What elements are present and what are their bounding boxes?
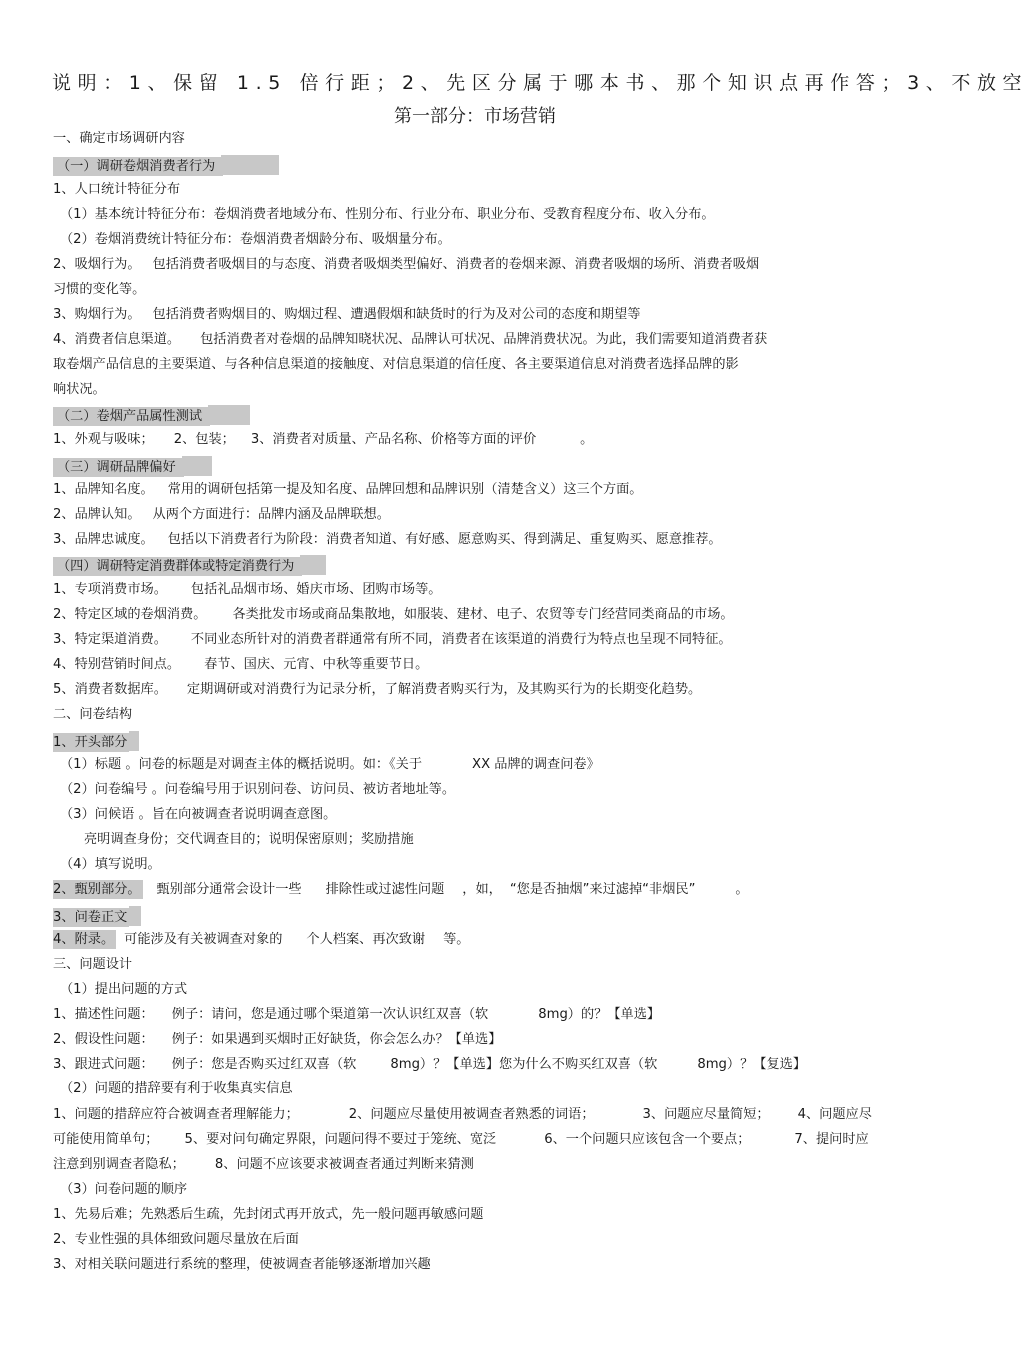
text-line: 8mg）的？【单选】 [538,1007,661,1022]
text-line: 。 [580,432,594,447]
subsection-heading: （三）调研品牌偏好 [53,458,184,477]
text-line: 1、外观与吸味； [53,432,154,447]
text-line: 包括以下消费者行为阶段：消费者知道、有好感、愿意购买、得到满足、重复购买、愿意推荐。 [167,532,722,547]
text-line: （4）填写说明。 [60,857,161,872]
text-line: 亮明调查身份；交代调查目的；说明保密原则；奖励措施 [84,832,414,847]
text-line: 例子：如果遇到买烟时正好缺货，你会怎么办？【单选】 [171,1032,502,1047]
text-line: （2）问题的措辞要有利于收集真实信息 [60,1081,293,1096]
text-line: 从两个方面进行：品牌内涵及品牌联想。 [152,507,390,522]
part-title: 第一部分：市场营销 [394,106,556,127]
text-line: 3、消费者对质量、产品名称、价格等方面的评价 [250,432,537,447]
text-line: 例子：您是否购买过红双喜（软 [171,1057,357,1072]
text-line: 各类批发市场或商品集散地，如服装、建材、电子、农贸等专门经营同类商品的市场。 [232,607,734,622]
text-line: 例子：请问，您是通过哪个渠道第一次认识红双喜（软 [171,1007,489,1022]
text-line: 3、对相关联问题进行系统的整理，使被调查者能够逐渐增加兴趣 [53,1257,431,1272]
text-line: 1、人口统计特征分布 [53,182,181,197]
text-line: 取卷烟产品信息的主要渠道、与各种信息渠道的接触度、对信息渠道的信任度、各主要渠道信息对消费者选择品牌的影 [53,357,739,372]
item-label: 5、消费者数据库。 [53,682,167,697]
text-line: （1）基本统计特征分布：卷烟消费者地域分布、性别分布、行业分布、职业分布、受教育程度分布、收入分布。 [60,207,715,222]
text-line: 包括消费者吸烟目的与态度、消费者吸烟类型偏好、消费者的卷烟来源、消费者吸烟的场所、消费者吸烟 [152,257,760,272]
text-line: 常用的调研包括第一提及知名度、品牌回想和品牌识别（清楚含义）这三个方面。 [167,482,643,497]
item-label: 4、附录。 [53,932,115,947]
subsection-heading: 3、问卷正文 [53,910,128,925]
text-line: 等。 [443,932,470,947]
text-line: 4、问题应尽 [797,1107,872,1122]
text-line: 包括消费者对卷烟的品牌知晓状况、品牌认可状况、品牌消费状况。为此，我们需要知道消费者获 [200,332,768,347]
item-label: 1、专项消费市场。 [53,582,167,597]
text-line: （1）标题 。问卷的标题是对调查主体的概括说明。如：《关于 [60,757,423,772]
subsection-heading: （二）卷烟产品属性测试 [53,407,210,426]
text-line: 7、提问时应 [794,1132,869,1147]
item-label: 1、描述性问题： [53,1007,154,1022]
item-label: 4、特别营销时间点。 [53,657,181,672]
text-line: 8mg）？【复选】 [697,1057,807,1072]
text-line: （3）问卷问题的顺序 [60,1182,188,1197]
text-line: 排除性或过滤性问题 [325,882,445,897]
item-label: 2、品牌认知。 [53,507,141,522]
text-line: 8mg）？【单选】您为什么不购买红双喜（软 [390,1057,658,1072]
item-label: 1、品牌知名度。 [53,482,154,497]
item-label: 3、跟进式问题： [53,1057,154,1072]
text-line: 包括礼品烟市场、婚庆市场、团购市场等。 [190,582,442,597]
item-label: 2、甄别部分。 [53,882,141,897]
text-line: ，如， [462,882,502,897]
item-label: 3、特定渠道消费。 [53,632,167,647]
text-line: 8、问题不应该要求被调查者通过判断来猜测 [214,1157,474,1172]
subsection-heading: （四）调研特定消费群体或特定消费行为 [53,557,302,576]
subsection-heading: 1、开头部分 [53,735,128,750]
text-line: 不同业态所针对的消费者群通常有所不同，消费者在该渠道的消费行为特点也呈现不同特征。 [190,632,732,647]
text-line: 2、专业性强的具体细致问题尽量放在后面 [53,1232,299,1247]
text-line: 响状况。 [53,382,106,397]
text-line: 包括消费者购烟目的、购烟过程、遭遇假烟和缺货时的行为及对公司的态度和期望等 [152,307,641,322]
item-label: 3、购烟行为。 [53,307,141,322]
text-line: 春节、国庆、元宵、中秋等重要节日。 [204,657,429,672]
instruction-note: 说明：1、保留 1.5 倍行距；2、先区分属于哪本书、那个知识点再作答；3、不放空 [52,72,1028,94]
item-label: 2、假设性问题： [53,1032,154,1047]
text-line: 个人档案、再次致谢 [306,932,426,947]
text-line: 定期调研或对消费行为记录分析，了解消费者购买行为，及其购买行为的长期变化趋势。 [186,682,702,697]
text-line: （2）问卷编号 。问卷编号用于识别问卷、访问员、被访者地址等。 [60,782,456,797]
item-label: 2、吸烟行为。 [53,257,141,272]
section-heading: 二、问卷结构 [53,707,133,722]
text-line: 1、问题的措辞应符合被调查者理解能力； [53,1107,299,1122]
text-line: 注意到别调查者隐私； [53,1157,185,1172]
text-line: 可能涉及有关被调查对象的 [124,932,283,947]
item-label: 2、特定区域的卷烟消费。 [53,607,207,622]
text-line: 甄别部分通常会设计一些 [156,882,302,897]
text-line: 6、一个问题只应该包含一个要点； [544,1132,751,1147]
text-line: （2）卷烟消费统计特征分布：卷烟消费者烟龄分布、吸烟量分布。 [60,232,451,247]
section-heading: 三、问题设计 [53,957,133,972]
text-line: 。 [735,882,749,897]
text-line: 2、问题应尽量使用被调查者熟悉的词语； [348,1107,595,1122]
subsection-heading: （一）调研卷烟消费者行为 [53,157,223,176]
text-line: XX 品牌的调查问卷》 [472,757,600,772]
section-heading: 一、确定市场调研内容 [53,131,185,146]
text-line: （3）问候语 。旨在向被调查者说明调查意图。 [60,807,337,822]
text-line: （1）提出问题的方式 [60,982,188,997]
text-line: 2、包装； [173,432,235,447]
text-line: 1、先易后难；先熟悉后生疏，先封闭式再开放式，先一般问题再敏感问题 [53,1207,484,1222]
text-line: 3、问题应尽量简短； [642,1107,770,1122]
text-line: 5、要对问句确定界限，问题问得不要过于笼统、宽泛 [184,1132,497,1147]
text-line: 可能使用简单句； [53,1132,159,1147]
item-label: 4、消费者信息渠道。 [53,332,181,347]
item-label: 3、品牌忠诚度。 [53,532,154,547]
text-line: “您是否抽烟”来过滤掉“非烟民” [509,882,696,897]
text-line: 习惯的变化等。 [53,282,146,297]
